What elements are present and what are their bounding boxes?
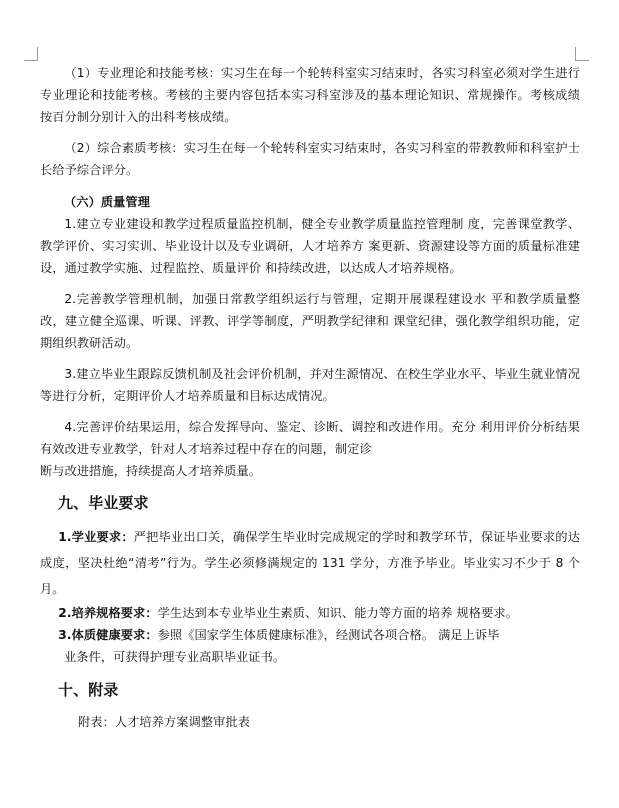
- paragraph-comprehensive-assessment: （2）综合素质考核：实习生在每一个轮转科室实习结束时，各实习科室的带教教师和科室护士长给予综合评分。: [40, 141, 580, 177]
- requirement-health-label: 3.体质健康要求：: [58, 628, 158, 642]
- subheading-quality-management: （六）质量管理: [64, 195, 151, 209]
- appendix-item: 附表：人才培养方案调整审批表: [78, 715, 251, 729]
- requirement-spec-text: 学生达到本专业毕业生素质、知识、能力等方面的培养 规格要求。: [157, 606, 518, 620]
- crop-mark-top-left: [24, 47, 38, 61]
- requirement-academic-text: 严把毕业出口关，确保学生毕业时完成规定的学时和教学环节，保证毕业要求的达成度，坚决杜绝“清考”行为。学生必须修满规定的 131 学分，方准予毕业。毕业实习不少于 8 个月。: [40, 530, 580, 596]
- requirement-academic: [40, 524, 580, 602]
- requirement-spec-label: 2.培养规格要求：: [58, 606, 158, 620]
- section-heading-appendix: 十、附录: [58, 681, 119, 699]
- paragraph-quality-4: 4.完善评价结果运用，综合发挥导向、鉴定、诊断、调控和改进作用。充分 利用评价分析结果有效改进专业教学，针对人才培养过程中存在的问题，制定诊: [40, 420, 580, 456]
- paragraph-quality-4-cont: 断与改进措施，持续提高人才培养质量。: [40, 464, 262, 478]
- section-heading-graduation: 九、毕业要求: [58, 494, 149, 512]
- requirement-health-text: 参照《国家学生体质健康标准》，经测试各项合格。 满足上诉毕: [157, 628, 500, 642]
- paragraph-quality-1: 1.建立专业建设和教学过程质量监控机制，健全专业教学质量监控管理制 度，完善课堂教学、教学评价、实习实训、毕业设计以及专业调研，人才培养方 案更新、资源建设等方面的质量标准建设，通过教学实施、过程监控、质量评价 和持续改进，以达成人才培养规格。: [40, 217, 580, 275]
- requirement-academic-label: 1.学业要求：: [58, 530, 134, 544]
- requirement-spec: [40, 602, 580, 624]
- document-body: [40, 62, 580, 733]
- crop-mark-top-right: [575, 47, 589, 61]
- requirement-health: [40, 624, 580, 646]
- paragraph-professional-assessment: （1）专业理论和技能考核：实习生在每一个轮转科室实习结束时，各实习科室必须对学生进行专业理论和技能考核。考核的主要内容包括本实习科室涉及的基本理论知识、常规操作。考核成绩按百分制分别计入的出科考核成绩。: [40, 66, 580, 124]
- paragraph-quality-2: 2.完善教学管理机制，加强日常教学组织运行与管理，定期开展课程建设水 平和教学质量整改，建立健全巡课、听课、评教、评学等制度，严明教学纪律和 课堂纪律，强化教学组织功能，定期组织教研活动。: [40, 292, 580, 350]
- paragraph-quality-3: 3.建立毕业生跟踪反馈机制及社会评价机制，并对生源情况、在校生学业水平、毕业生就业情况等进行分析，定期评价人才培养质量和目标达成情况。: [40, 367, 581, 403]
- requirement-health-cont: 业条件，可获得护理专业高职毕业证书。: [64, 650, 286, 664]
